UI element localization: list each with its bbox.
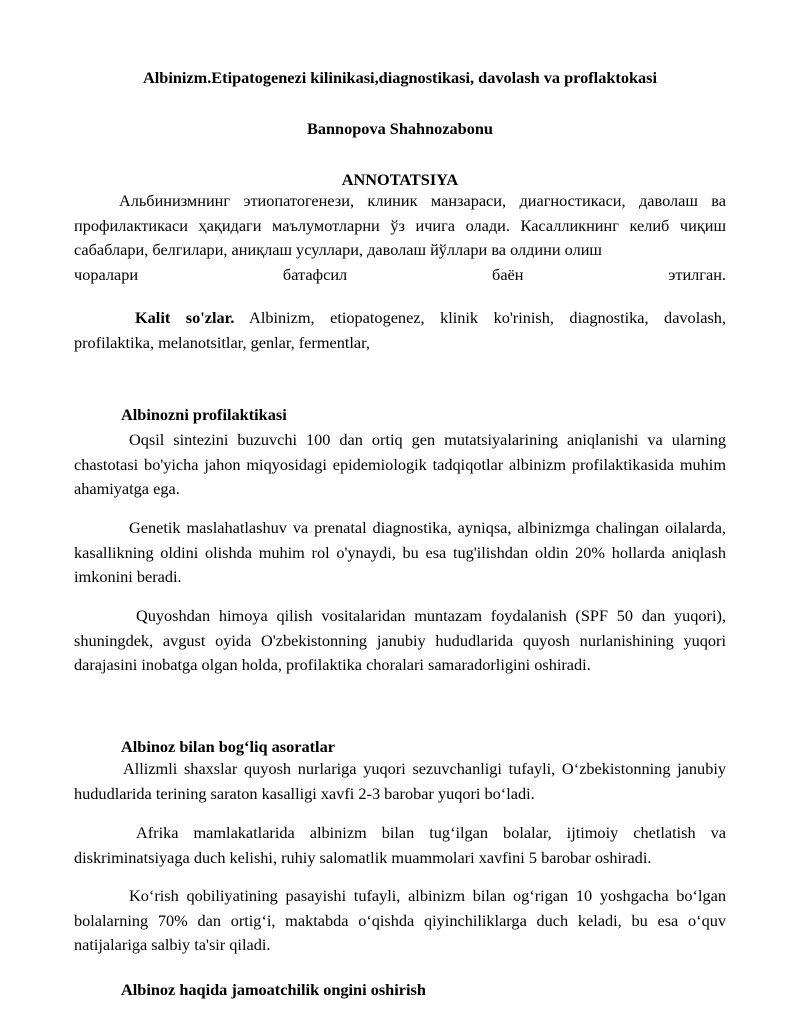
section1-paragraph-3 [74,604,726,678]
keywords-block [74,306,726,355]
section2-paragraph-3 [74,884,726,958]
paragraph: Afrika mamlakatlarida albinizm bilan tug‘ilgan bolalar, ijtimoiy chetlatish va diskriminatsiyaga duch kelishi, ruhiy salomatlik muammolari xavfini 5 barobar oshiradi. [74,823,726,867]
document-author: Bannopova Shahnozabonu [307,119,493,138]
paragraph: Allizmli shaxslar quyosh nurlariga yuqori sezuvchanligi tufayli, O‘zbekistonning janubiy hududlarida terining saraton kasalligi xavfi 2-3 barobar yuqori bo‘ladi. [74,759,726,803]
section-heading-awareness: Albinoz haqida jamoatchilik ongini oshirish [121,980,426,999]
keywords-text: Albinizm, etiopatogenez, klinik ko'rinish, diagnostika, davolash, profilaktika, melanotsitlar, genlar, fermentlar, [74,308,726,352]
keywords-label: Kalit so'zlar. [135,308,235,327]
paragraph: Genetik maslahatlashuv va prenatal diagnostika, ayniqsa, albinizmga chalingan oilalarda, kasallikning oldini olishda muhim rol o'ynaydi, bu esa tug'ilishdan oldin 20% hollarda aniqlash imkonini beradi. [74,518,726,586]
section1-paragraph-1 [74,428,726,502]
section2-paragraph-2 [74,821,726,870]
document-title: Albinizm.Etipatogenezi kilinikasi,diagnostikasi, davolash va proflaktokasi [142,68,658,87]
section-heading-complications: Albinoz bilan bog‘liq asoratlar [121,737,335,756]
paragraph: Ko‘rish qobiliyatining pasayishi tufayli, albinizm bilan og‘rigan 10 yoshgacha bo‘lgan bolalarning 70% dan ortig‘i, maktabda o‘qishda qiyinchiliklarga duch keladi, bu esa o‘quv natijalariga salbiy ta'sir qiladi. [74,886,726,954]
section-heading-prophylaxis: Albinozni profilaktikasi [121,405,287,424]
annotation-heading: ANNOTATSIYA [341,170,459,189]
annotation-paragraph: Альбинизмнинг этиопатогенези, клиник манзараси, диагностикаси, даволаш ва профилактикаси ҳақидаги маълумотларни ўз ичига олади. Касалликнинг келиб чиқиш сабаблари, белгилари, аниқлаш усуллари, даволаш йўллари ва олдини олиш [74,191,726,259]
annotation-last-line: чоралари батафсил баён этилган. [74,264,726,284]
section2-paragraph-1 [74,757,726,806]
keywords-paragraph [74,306,726,355]
paragraph: Oqsil sintezini buzuvchi 100 dan ortiq gen mutatsiyalarining aniqlanishi va ularning chastotasi bo'yicha jahon miqyosidagi epidemiologik tadqiqotlar albinizm profilaktikasida muhim ahamiyatga ega. [74,430,726,498]
annotation-block [74,189,726,287]
paragraph: Quyoshdan himoya qilish vositalaridan muntazam foydalanish (SPF 50 dan yuqori), shuningdek, avgust oyida O'zbekistonning janubiy hududlarida quyosh nurlanishining yuqori darajasini inobatga olgan holda, profilaktika choralari samaradorligini oshiradi. [74,606,726,674]
section1-paragraph-2 [74,516,726,590]
